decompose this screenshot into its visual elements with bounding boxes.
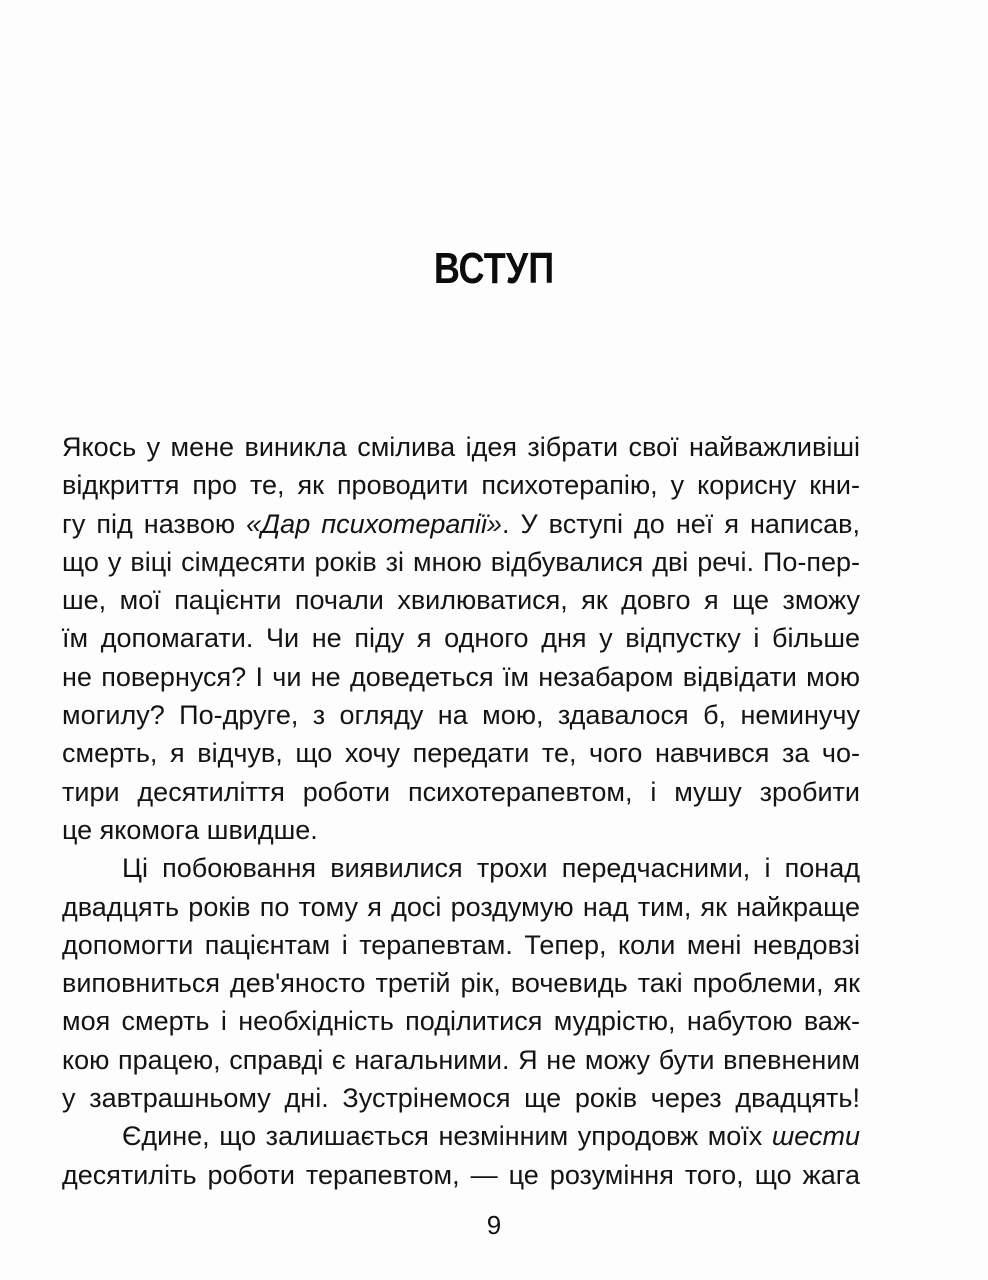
text-line: десятиліть роботи терапевтом, — це розуміння того, що жага: [62, 1159, 860, 1190]
text-line: Якось у мене виникла смілива ідея зібрати свої найважливіші: [62, 432, 860, 462]
body-text: [62, 428, 860, 1194]
text-line: відкриття про те, як проводити психотерапію, у корисну кни-: [62, 470, 860, 501]
text-line: [62, 505, 860, 543]
text-line: допомогти пацієнтам і терапевтам. Тепер, коли мені невдовзі: [62, 929, 860, 960]
text-segment: гу під назвою: [62, 508, 247, 539]
text-line: могилу? По-друге, з огляду на мою, здавалося б, неминучу: [62, 700, 860, 731]
text-line: Ці побоювання виявилися трохи передчасними, і понад: [122, 853, 860, 884]
text-line: [62, 1117, 860, 1155]
text-line: смерть, я відчув, що хочу передати те, чого навчився за чо-: [62, 738, 860, 769]
text-line: кою працею, справді є нагальними. Я не можу бути впевненим: [62, 1044, 860, 1075]
text-line: двадцять років по тому я досі роздумую над тим, як найкраще: [62, 891, 860, 922]
text-line: виповниться дев'яносто третій рік, вочевидь такі проблеми, як: [62, 968, 860, 999]
chapter-title: ВСТУП: [433, 244, 555, 293]
book-title-italic: «Дар психотерапії»: [246, 508, 502, 539]
text-segment: Єдине, що залишається незмінним упродовж моїх: [122, 1121, 772, 1152]
text-line: ше, мої пацієнти почали хвилюватися, як довго я ще зможу: [62, 585, 860, 616]
text-line: у завтрашньому дні. Зустрінемося ще років через двадцять!: [62, 1083, 860, 1114]
text-line: це якомога швидше.: [62, 814, 318, 845]
text-line: не повернуся? І чи не доведеться їм незабаром відвідати мою: [62, 661, 860, 692]
text-segment: . У вступі до неї я написав,: [501, 508, 860, 539]
text-line: їм допомагати. Чи не піду я одного дня у відпустку і більше: [62, 623, 860, 654]
text-line: що у віці сімдесяти років зі мною відбувалися дві речі. По-пер-: [62, 546, 860, 577]
page-number: 9: [486, 1210, 502, 1240]
text-line: моя смерть і необхідність поділитися мудрістю, набутою важ-: [62, 1006, 860, 1037]
text-line: тири десятиліття роботи психотерапевтом, і мушу зробити: [62, 776, 860, 807]
emphasis-italic: шести: [771, 1121, 860, 1152]
